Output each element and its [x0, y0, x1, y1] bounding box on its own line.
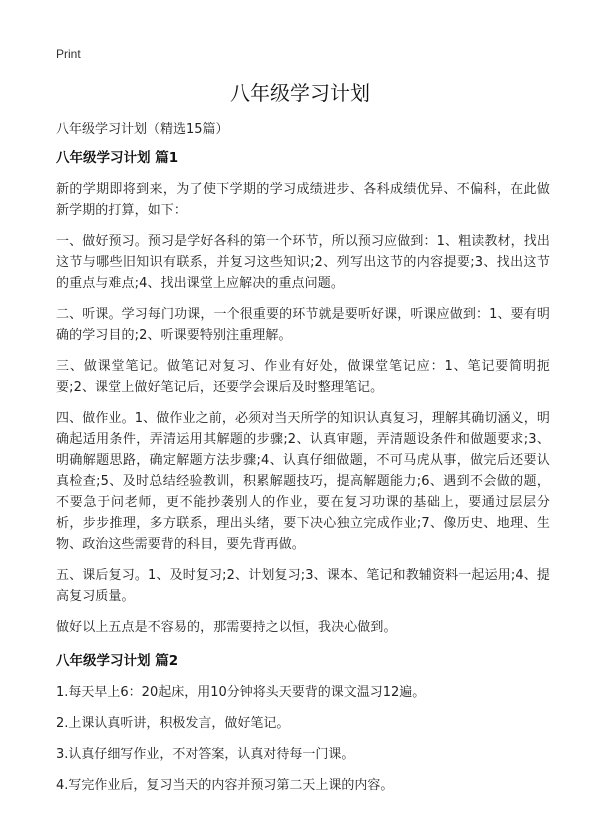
paragraph-intro: 新的学期即将到来，为了使下学期的学习成绩进步、各科成绩优异、不偏科，在此做新学期的打算，如下：: [56, 182, 550, 218]
section-heading: 八年级学习计划 篇2: [56, 653, 179, 669]
section-heading: 八年级学习计划 篇1: [56, 150, 179, 166]
paragraph-listening: 二、听课。学习每门功课，一个很重要的环节就是要听好课，听课应做到：1、要有明确的学习目的;2、听课要特别注重理解。: [56, 307, 550, 343]
paragraph-review: 五、课后复习。1、及时复习;2、计划复习;3、课本、笔记和教辅资料一起运用;4、提高复习质量。: [56, 568, 550, 604]
paragraph-homework: 四、做作业。1、做作业之前，必须对当天所学的知识认真复习，理解其确切涵义，明确起适用条件，弄清运用其解题的步骤;2、认真审题，弄清题设条件和做题要求;3、明确解题思路，确定解题方法步骤;4、认真仔细做题，不可马虎从事，做完后还要认真检查;5、及时总结经验教训，积累解题技巧，提高解题能力;6、遇到不会做的题，不要急于问老师，更不能抄袭别人的作业，要在复习功课的基础上，要通过层层分析，步步推理，多方联系，理出头绪，要下决心独立完成作业;7、像历史、地理、生物、政治这些需要背的科目，要先背再做。: [56, 411, 550, 552]
paragraph-preview: 一、做好预习。预习是学好各科的第一个环节，所以预习应做到：1、粗读教材，找出这节与哪些旧知识有联系，并复习这些知识;2、列写出这节的内容提要;3、找出这节的重点与难点;4、找出课堂上应解决的重点问题。: [56, 234, 550, 291]
section-2: [56, 652, 550, 796]
list-item: 4.写完作业后，复习当天的内容并预习第二天上课的内容。: [56, 778, 394, 793]
document-content: [56, 149, 550, 806]
list-item: 2.上课认真听讲，积极发言，做好笔记。: [56, 716, 290, 731]
section-1: [56, 149, 550, 638]
print-link[interactable]: Print: [56, 47, 81, 61]
paragraph-conclusion: 做好以上五点是不容易的，那需要持之以恒，我决心做到。: [56, 620, 397, 635]
list-item: 1.每天早上6：20起床，用10分钟将头天要背的课文温习12遍。: [56, 685, 426, 700]
document-subtitle: 八年级学习计划（精选15篇）: [56, 122, 229, 137]
page-title: 八年级学习计划: [230, 81, 370, 105]
list-item: 3.认真仔细写作业，不对答案，认真对待每一门课。: [56, 747, 355, 762]
paragraph-notes: 三、做课堂笔记。做笔记对复习、作业有好处，做课堂笔记应：1、笔记要简明扼要;2、课堂上做好笔记后，还要学会课后及时整理笔记。: [56, 359, 550, 395]
